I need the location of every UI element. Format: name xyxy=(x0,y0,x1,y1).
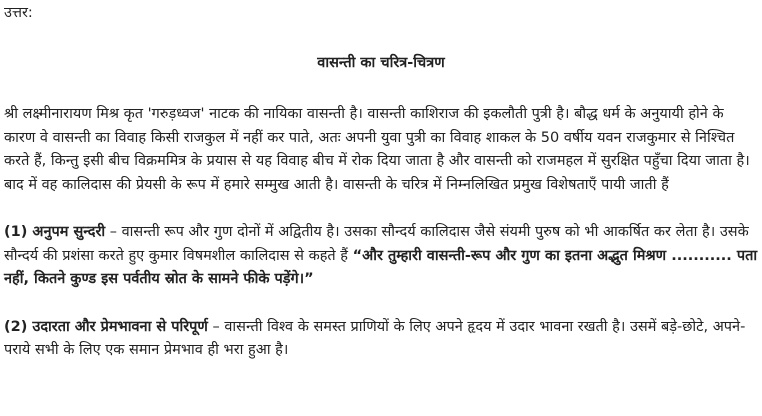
answer-label: उत्तर: xyxy=(4,5,33,21)
point-1-heading: (1) अनुपम सुन्दरी xyxy=(4,224,106,240)
point-2-heading: (2) उदारता और प्रेमभावना से परिपूर्ण xyxy=(4,318,208,335)
point-1-text: – वासन्ती रूप और गुण दोनों में अद्वितीय है। उसका सौन्दर्य कालिदास जैसे संयमी पुरुष को भी आकर्षित कर लेता है। उसके सौन्दर्य की प्रशंसा करते हुए कुमार विषमशील कालिदास से कहते हैं xyxy=(4,224,749,264)
point-2-text: – वासन्ती विश्व के समस्त प्राणियों के लिए अपने हृदय में उदार भावना रखती है। उसमें बड़े-छोटे, अपने-पराये सभी के लिए एक समान प्रेमभाव ही भरा हुआ है। xyxy=(4,318,746,358)
intro-paragraph: श्री लक्ष्मीनारायण मिश्र कृत 'गरुड़ध्वज' नाटक की नायिका वासन्ती है। वासन्ती काशिराज की इकलौती पुत्री है। बौद्ध धर्म के अनुयायी होने के कारण वे वासन्ती का विवाह किसी राजकुल में नहीं कर पाते, अतः अपनी युवा पुत्री का विवाह शाकल के 50 वर्षीय यवन राजकुमार से निश्चित करते हैं, किन्तु इसी बीच विक्रममित्र के प्रयास से यह विवाह बीच में रोक दिया जाता है और वासन्ती को राजमहल में सुरक्षित पहुँचा दिया जाता है। बाद में वह कालिदास की प्रेयसी के रूप में हमारे सम्मुख आती है। वासन्ती के चरित्र में निम्नलिखित प्रमुख विशेषताएँ पायी जाती हैं xyxy=(4,106,750,193)
section-title: वासन्ती का चरित्र-चित्रण xyxy=(317,54,445,71)
point-2-paragraph xyxy=(4,316,758,363)
point-1-paragraph xyxy=(4,221,758,292)
point-1-quote: “और तुम्हारी वासन्ती-रूप और गुण का इतना अद्भुत मिश्रण ........... पता नहीं, कितने कुण्ड इस पर्वतीय स्रोत के सामने फीके पड़ेंगे।” xyxy=(4,247,758,287)
